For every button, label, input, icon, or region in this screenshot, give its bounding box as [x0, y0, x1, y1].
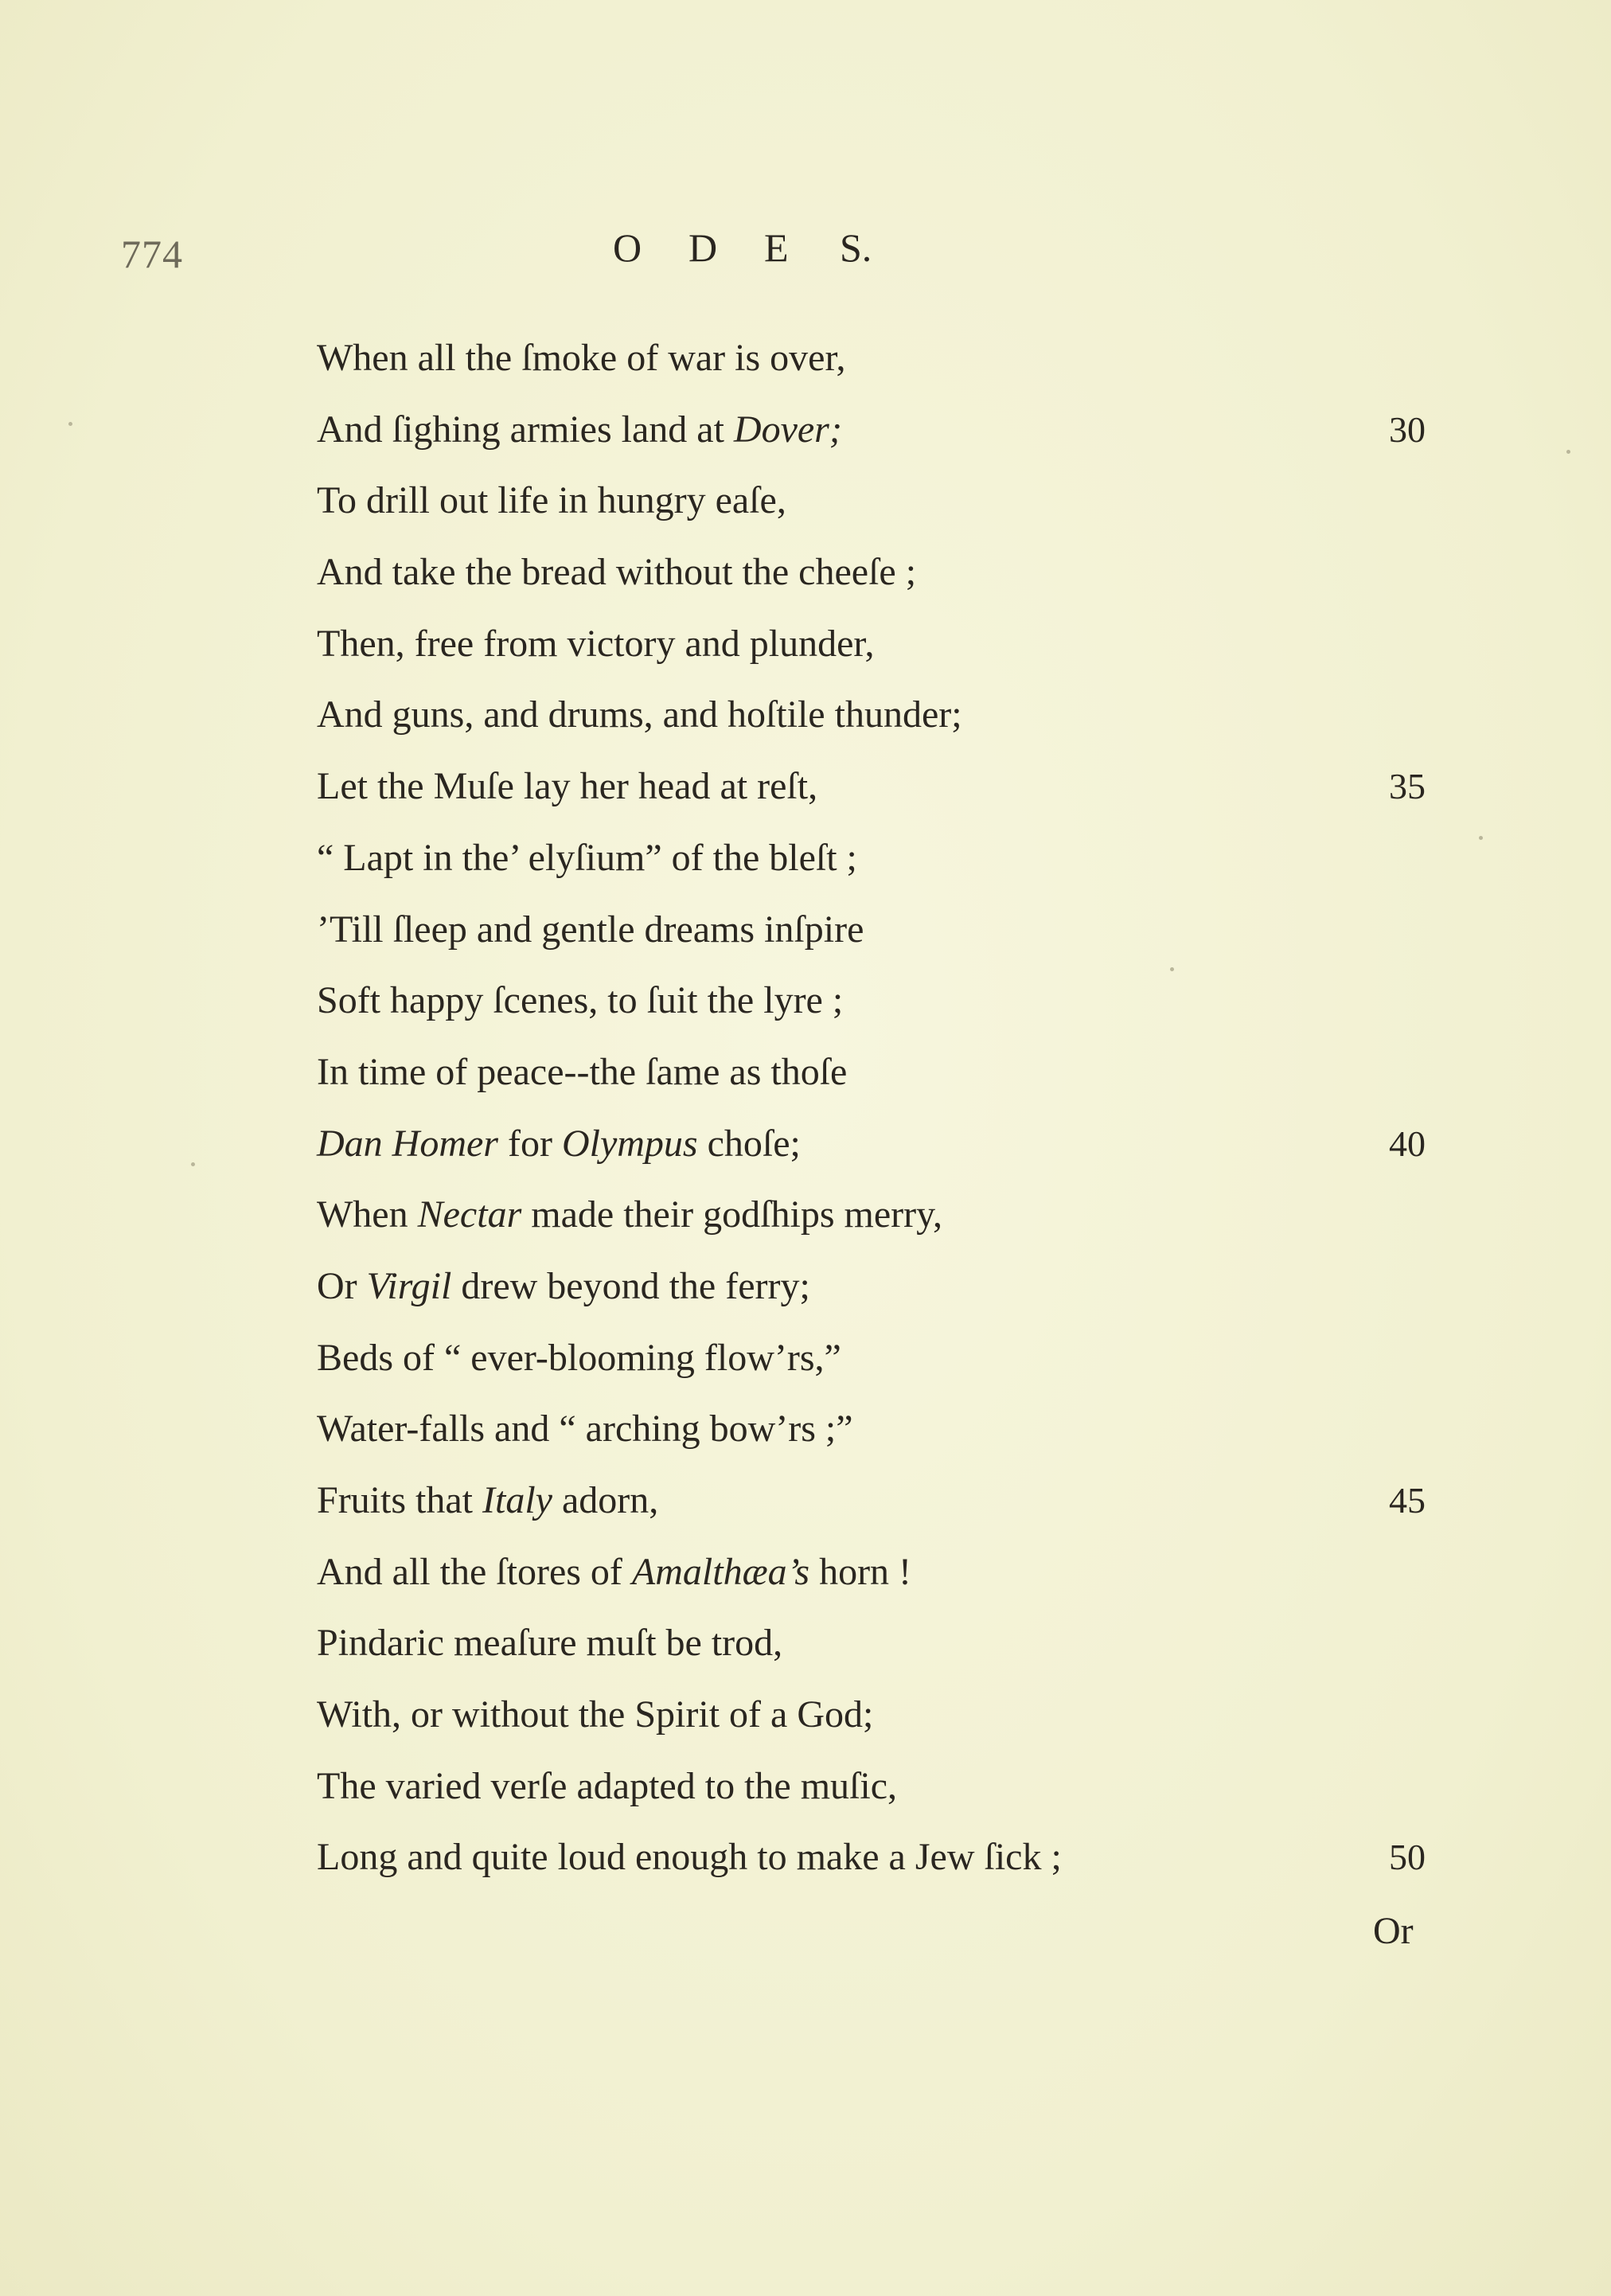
- poem-line-text: Fruits that: [317, 1479, 483, 1521]
- running-title-letter: O: [613, 225, 642, 270]
- poem-line: [317, 1537, 1447, 1608]
- poem-line-italic-text: Dover;: [733, 408, 842, 451]
- poem-line-text: With, or without the Spirit of a God;: [317, 1693, 874, 1736]
- poem-line-italic-text: Nectar: [417, 1193, 522, 1236]
- poem-line: [317, 1108, 1447, 1180]
- poem-line: [317, 1251, 1447, 1322]
- line-number: 35: [1389, 766, 1426, 807]
- poem-line: [317, 1822, 1447, 1893]
- running-title-letter: S.: [840, 225, 872, 270]
- poem-line-text: When: [317, 1193, 418, 1236]
- poem-line-text: Beds of “ ever-blooming flow’rs,”: [317, 1336, 841, 1379]
- poem-line: [317, 608, 1447, 680]
- poem-line-italic-text: Virgil: [366, 1264, 452, 1307]
- poem-line-text: horn !: [809, 1550, 912, 1593]
- line-number: 50: [1389, 1837, 1426, 1878]
- poem-line-text: made their godſhips merry,: [521, 1193, 942, 1236]
- poem-line: [317, 1679, 1447, 1751]
- poem-line-text: drew beyond the ferry;: [451, 1264, 810, 1307]
- poem-body: [317, 322, 1447, 1893]
- poem-line-text: When all the ſmoke of war is over,: [317, 337, 846, 379]
- poem-line: [317, 322, 1447, 394]
- paper-speck: [1566, 450, 1570, 454]
- poem-line-text: To drill out life in hungry eaſe,: [317, 479, 786, 522]
- paper-speck: [68, 422, 72, 426]
- poem-line-italic-text: Italy: [482, 1479, 552, 1521]
- poem-line: [317, 1465, 1447, 1537]
- poem-line: [317, 465, 1447, 537]
- poem-line-text: In time of peace--the ſame as thoſe: [317, 1050, 848, 1093]
- poem-line: [317, 1607, 1447, 1679]
- poem-line: [317, 751, 1447, 822]
- poem-line-text: Soft happy ſcenes, to ſuit the lyre ;: [317, 979, 844, 1022]
- page-number: 774: [121, 232, 183, 276]
- poem-line-italic-text: Olympus: [561, 1122, 698, 1165]
- paper-speck: [1479, 836, 1483, 840]
- running-title-letter: D: [688, 225, 718, 270]
- poem-line-text: And ſighing armies land at: [317, 408, 734, 451]
- poem-line-text: Long and quite loud enough to make a Jew ſick ;: [317, 1836, 1062, 1879]
- poem-line: [317, 1037, 1447, 1108]
- poem-line: [317, 1179, 1447, 1251]
- poem-line: [317, 1751, 1447, 1822]
- poem-line: [317, 1322, 1447, 1394]
- running-title-letter: E: [764, 225, 789, 270]
- line-number: 30: [1389, 408, 1426, 450]
- poem-line-text: Then, free from victory and plunder,: [317, 622, 875, 665]
- catchword: Or: [1373, 1910, 1414, 1952]
- paper-speck: [191, 1162, 195, 1166]
- poem-line: [317, 822, 1447, 894]
- poem-line-text: The varied verſe adapted to the muſic,: [317, 1764, 898, 1807]
- line-number: 45: [1389, 1480, 1426, 1521]
- poem-line-italic-text: Dan Homer: [317, 1122, 498, 1165]
- poem-line-text: choſe;: [697, 1122, 801, 1165]
- poem-line: [317, 1393, 1447, 1465]
- poem-line-text: Water-falls and “ arching bow’rs ;”: [317, 1408, 853, 1451]
- poem-line: [317, 679, 1447, 751]
- poem-line-text: And take the bread without the cheeſe ;: [317, 551, 917, 594]
- poem-line: [317, 537, 1447, 608]
- poem-line-text: Pindaric meaſure muſt be trod,: [317, 1622, 783, 1665]
- poem-line-text: Let the Muſe lay her head at reſt,: [317, 765, 818, 808]
- poem-line-text: ’Till ſleep and gentle dreams inſpire: [317, 908, 864, 951]
- poem-line-text: for: [497, 1122, 562, 1165]
- paper-speck: [1170, 967, 1174, 971]
- line-number: 40: [1389, 1123, 1426, 1164]
- poem-line-text: And all the ſtores of: [317, 1550, 632, 1593]
- poem-line-text: “ Lapt in the’ elyſium” of the bleſt ;: [317, 836, 857, 879]
- running-title: [613, 225, 915, 271]
- poem-line: [317, 894, 1447, 966]
- poem-line-italic-text: Amalthæa’s: [631, 1550, 810, 1593]
- poem-line: [317, 394, 1447, 466]
- poem-line-text: adorn,: [552, 1479, 659, 1521]
- poem-line: [317, 965, 1447, 1037]
- poem-line-text: And guns, and drums, and hoſtile thunder;: [317, 693, 962, 736]
- poem-line-text: Or: [317, 1264, 367, 1307]
